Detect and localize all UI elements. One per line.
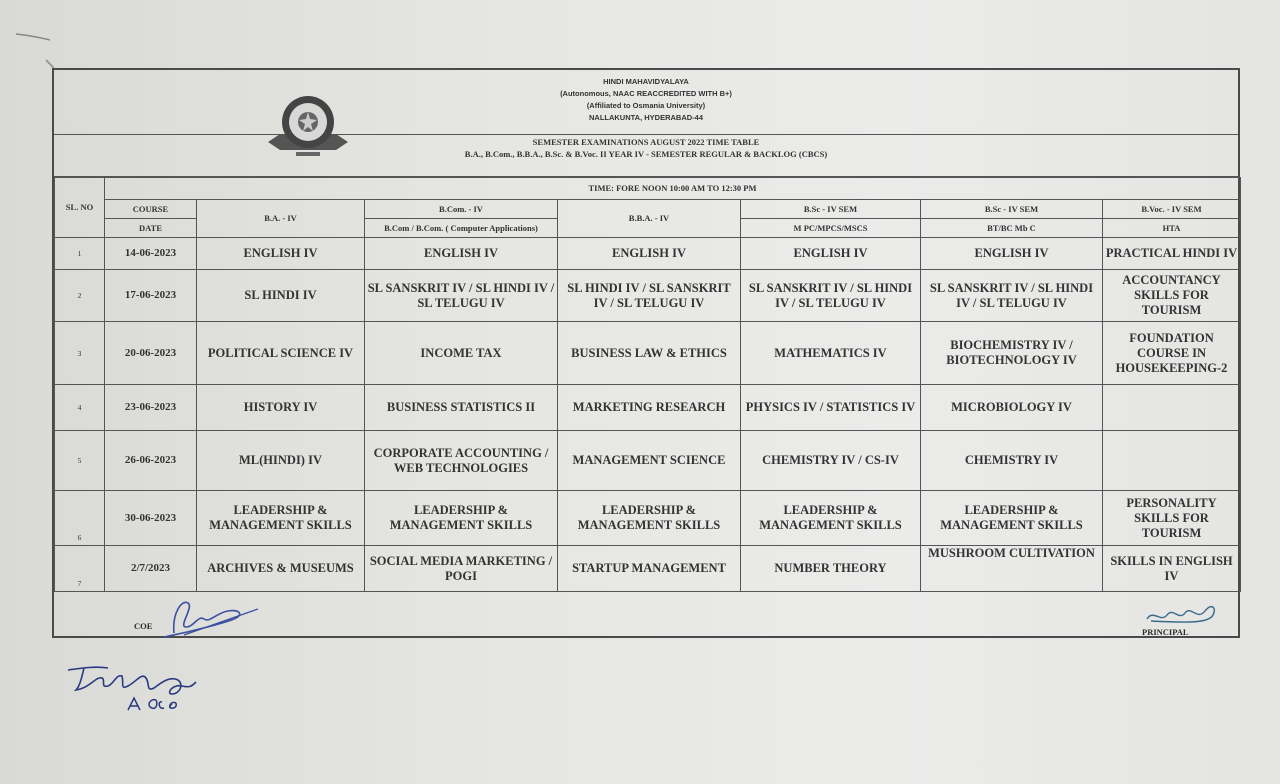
subject-cell: SL SANSKRIT IV / SL HINDI IV / SL TELUGU IV xyxy=(741,270,921,322)
sl-no-cell: 4 xyxy=(55,385,105,431)
date-cell: 14-06-2023 xyxy=(105,238,197,270)
institution-header xyxy=(54,70,1238,135)
subject-cell: SL SANSKRIT IV / SL HINDI IV / SL TELUGU IV xyxy=(921,270,1103,322)
subject-cell: ACCOUNTANCY SKILLS FOR TOURISM xyxy=(1103,270,1241,322)
subject-cell: LEADERSHIP & MANAGEMENT SKILLS xyxy=(558,491,741,546)
subject-cell: PHYSICS IV / STATISTICS IV xyxy=(741,385,921,431)
subject-cell: MUSHROOM CULTIVATION xyxy=(921,546,1103,592)
staple-mark xyxy=(14,24,54,74)
date-cell: 26-06-2023 xyxy=(105,431,197,491)
timetable-sheet xyxy=(52,68,1240,638)
subject-cell: SL HINDI IV xyxy=(197,270,365,322)
sl-no-cell: 7 xyxy=(55,546,105,592)
subject-cell: ML(HINDI) IV xyxy=(197,431,365,491)
table-row xyxy=(55,491,1241,546)
course-header: COURSE xyxy=(105,200,197,219)
exam-timetable xyxy=(54,177,1241,592)
coe-label: COE xyxy=(134,621,153,631)
date-cell: 30-06-2023 xyxy=(105,491,197,546)
subject-cell xyxy=(1103,431,1241,491)
table-row xyxy=(55,431,1241,491)
subject-cell: LEADERSHIP & MANAGEMENT SKILLS xyxy=(741,491,921,546)
signature-footer xyxy=(54,603,1238,638)
subject-cell: CHEMISTRY IV xyxy=(921,431,1103,491)
subject-cell: PRACTICAL HINDI IV xyxy=(1103,238,1241,270)
table-row xyxy=(55,322,1241,385)
subject-cell: ENGLISH IV xyxy=(921,238,1103,270)
sl-no-header: SL. NO xyxy=(55,178,105,238)
subcol-bcom: B.Com / B.Com. ( Computer Applications) xyxy=(365,219,558,238)
institution-affiliation: (Affiliated to Osmania University) xyxy=(586,101,706,110)
date-cell: 23-06-2023 xyxy=(105,385,197,431)
sl-no-cell: 1 xyxy=(55,238,105,270)
table-row xyxy=(55,238,1241,270)
subject-cell: SL HINDI IV / SL SANSKRIT IV / SL TELUGU IV xyxy=(558,270,741,322)
institution-info xyxy=(54,76,1238,124)
subject-cell: MICROBIOLOGY IV xyxy=(921,385,1103,431)
subject-cell: POLITICAL SCIENCE IV xyxy=(197,322,365,385)
subject-cell: MATHEMATICS IV xyxy=(741,322,921,385)
subject-cell: HISTORY IV xyxy=(197,385,365,431)
subject-cell: CORPORATE ACCOUNTING / WEB TECHNOLOGIES xyxy=(365,431,558,491)
col-header-bsc-mpc: B.Sc - IV SEM xyxy=(741,200,921,219)
exam-info xyxy=(54,136,1238,160)
col-header-bba: B.B.A. - IV xyxy=(558,200,741,238)
subject-cell: BUSINESS LAW & ETHICS xyxy=(558,322,741,385)
date-cell: 20-06-2023 xyxy=(105,322,197,385)
subject-cell: PERSONALITY SKILLS FOR TOURISM xyxy=(1103,491,1241,546)
col-header-bcom: B.Com. - IV xyxy=(365,200,558,219)
exam-title: SEMESTER EXAMINATIONS AUGUST 2022 TIME TABLE xyxy=(532,137,760,147)
handwritten-annotation xyxy=(62,660,212,720)
institution-address: NALLAKUNTA, HYDERABAD-44 xyxy=(588,113,704,122)
subject-cell: LEADERSHIP & MANAGEMENT SKILLS xyxy=(197,491,365,546)
exam-subtitle: B.A., B.Com., B.B.A., B.Sc. & B.Voc. II YEAR IV - SEMESTER REGULAR & BACKLOG (CBCS) xyxy=(464,149,828,159)
subcol-bsc-mpc: M PC/MPCS/MSCS xyxy=(741,219,921,238)
subject-cell: LEADERSHIP & MANAGEMENT SKILLS xyxy=(365,491,558,546)
institution-accreditation: (Autonomous, NAAC REACCREDITED WITH B+) xyxy=(560,89,732,98)
time-header: TIME: FORE NOON 10:00 AM TO 12:30 PM xyxy=(105,178,1241,200)
col-header-ba: B.A. - IV xyxy=(197,200,365,238)
sl-no-cell: 2 xyxy=(55,270,105,322)
subject-cell: MARKETING RESEARCH xyxy=(558,385,741,431)
subject-cell: MANAGEMENT SCIENCE xyxy=(558,431,741,491)
subject-cell: ENGLISH IV xyxy=(197,238,365,270)
subject-cell: BUSINESS STATISTICS II xyxy=(365,385,558,431)
subject-cell: SOCIAL MEDIA MARKETING / POGI xyxy=(365,546,558,592)
subject-cell: LEADERSHIP & MANAGEMENT SKILLS xyxy=(921,491,1103,546)
date-cell: 2/7/2023 xyxy=(105,546,197,592)
subject-cell: ENGLISH IV xyxy=(741,238,921,270)
col-header-bsc-bt: B.Sc - IV SEM xyxy=(921,200,1103,219)
date-header: DATE xyxy=(105,219,197,238)
subject-cell: ARCHIVES & MUSEUMS xyxy=(197,546,365,592)
table-row xyxy=(55,546,1241,592)
sl-no-cell: 3 xyxy=(55,322,105,385)
subcol-bvoc: HTA xyxy=(1103,219,1241,238)
col-header-bvoc: B.Voc. - IV SEM xyxy=(1103,200,1241,219)
subject-cell: ENGLISH IV xyxy=(365,238,558,270)
sl-no-cell: 5 xyxy=(55,431,105,491)
subcol-bsc-bt: BT/BC Mb C xyxy=(921,219,1103,238)
subject-cell: NUMBER THEORY xyxy=(741,546,921,592)
date-cell: 17-06-2023 xyxy=(105,270,197,322)
college-seal-logo xyxy=(266,90,350,160)
table-row xyxy=(55,385,1241,431)
table-row xyxy=(55,270,1241,322)
subject-cell: CHEMISTRY IV / CS-IV xyxy=(741,431,921,491)
subject-cell: STARTUP MANAGEMENT xyxy=(558,546,741,592)
subject-cell: INCOME TAX xyxy=(365,322,558,385)
subject-cell: SKILLS IN ENGLISH IV xyxy=(1103,546,1241,592)
subject-cell: ENGLISH IV xyxy=(558,238,741,270)
subject-cell: BIOCHEMISTRY IV / BIOTECHNOLOGY IV xyxy=(921,322,1103,385)
institution-name: HINDI MAHAVIDYALAYA xyxy=(603,77,689,86)
subject-cell xyxy=(1103,385,1241,431)
subject-cell: FOUNDATION COURSE IN HOUSEKEEPING-2 xyxy=(1103,322,1241,385)
principal-signature xyxy=(1139,599,1229,629)
principal-label: PRINCIPAL xyxy=(1142,627,1189,637)
sl-no-cell: 6 xyxy=(55,491,105,546)
coe-signature xyxy=(154,593,264,638)
subject-cell: SL SANSKRIT IV / SL HINDI IV / SL TELUGU IV xyxy=(365,270,558,322)
